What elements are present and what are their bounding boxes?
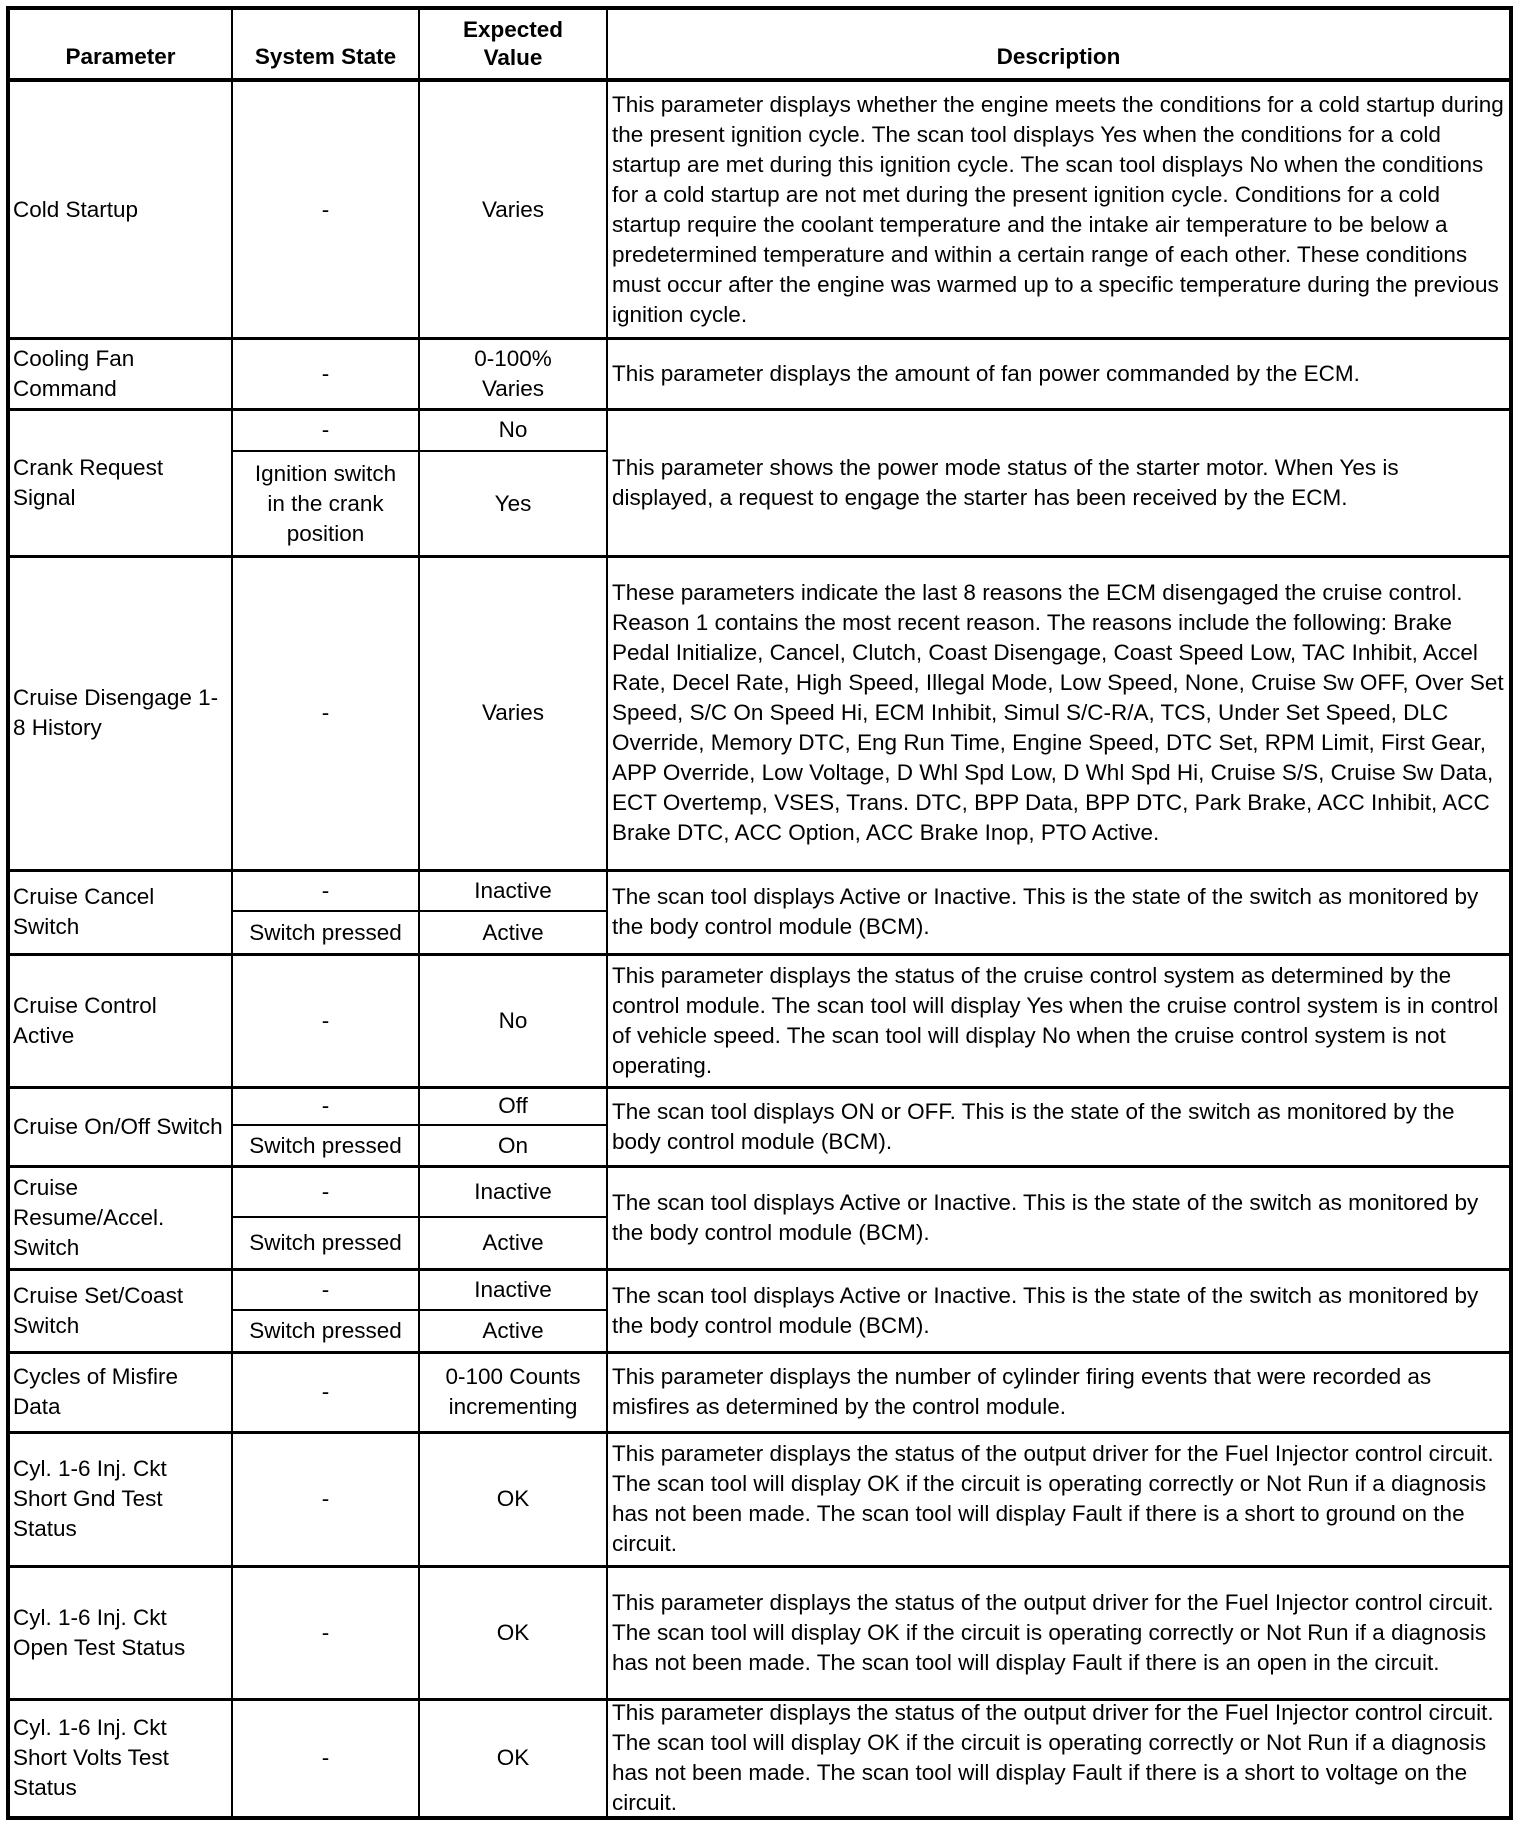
system-state: - <box>321 877 330 903</box>
parameter-name: Cruise Resume/Accel. Switch <box>13 1174 165 1260</box>
expected-value: 0-100% Varies <box>474 345 552 401</box>
system-state: - <box>321 700 330 725</box>
description: This parameter displays the status of the cruise control system as determined by the control module. The scan tool will display Yes when the cruise control system is in control of vehicle speed. The scan tool will display No when the cruise control system is not operating. <box>612 962 1499 1078</box>
parameter-name: Cyl. 1-6 Inj. Ckt Short Volts Test Status <box>13 1714 169 1800</box>
header-expected-value: Expected Value <box>462 17 564 70</box>
expected-value: On <box>497 1132 528 1158</box>
description: This parameter displays the status of the output driver for the Fuel Injector control circuit. The scan tool will display OK if the circuit is operating correctly or Not Run if a diagnosis has not been made. The scan tool will display Fault if there is an open in the circuit. <box>612 1589 1494 1675</box>
system-state: Ignition switch in the crank position <box>254 460 397 546</box>
expected-value: No <box>498 417 528 442</box>
description: This parameter displays the status of the output driver for the Fuel Injector control circuit. The scan tool will display OK if the circuit is operating correctly or Not Run if a diagnosis has not been made. The scan tool will display Fault if there is a short to voltage on the circuit. <box>612 1699 1494 1815</box>
system-state: - <box>321 197 330 222</box>
parameter-name: Cruise Set/Coast Switch <box>13 1282 184 1338</box>
parameter-name: Cyl. 1-6 Inj. Ckt Short Gnd Test Status <box>13 1456 167 1541</box>
description: This parameter displays the number of cylinder firing events that were recorded as misfires as determined by the control module. <box>612 1364 1432 1419</box>
expected-value: Varies <box>481 197 545 222</box>
state-divider <box>233 1216 606 1218</box>
description: The scan tool displays Active or Inactive. This is the state of the switch as monitored by the body control module (BCM). <box>612 1189 1479 1245</box>
description: This parameter displays the status of the output driver for the Fuel Injector control circuit. The scan tool will display OK if the circuit is operating correctly or Not Run if a diagnosis has not been made. The scan tool will display Fault if there is a short to ground on the circuit. <box>612 1441 1494 1556</box>
parameter-table <box>6 6 1513 1820</box>
parameter-name: Cycles of Misfire Data <box>13 1364 179 1419</box>
expected-value: Active <box>482 919 544 945</box>
state-divider <box>233 1124 606 1126</box>
description: The scan tool displays ON or OFF. This is the state of the switch as monitored by the body control module (BCM). <box>612 1098 1455 1154</box>
state-divider <box>233 1309 606 1311</box>
description: These parameters indicate the last 8 reasons the ECM disengaged the cruise control. Reason 1 contains the most recent reason. The reasons include the following: Brake Pedal Initialize, Cancel, Clutch, Coast Disengage, Coast Speed Low, TAC Inhibit, Accel Rate, Decel Rate, High Speed, Illegal Mode, Low Speed, None, Cruise Sw OFF, Over Set Speed, S/C On Speed Hi, ECM Inhibit, Simul S/C-R/A, TCS, Under Set Speed, DLC Override, Memory DTC, Eng Run Time, Engine Speed, DTC Set, RPM Limit, First Gear, APP Override, Low Voltage, D Whl Spd Low, D Whl Spd Hi, Cruise S/S, Cruise Sw Data, ECT Overtemp, VSES, Trans. DTC, BPP Data, BPP DTC, Park Brake, ACC Inhibit, ACC Brake DTC, ACC Option, ACC Brake Inop, PTO Active. <box>612 580 1504 845</box>
expected-value: 0-100 Counts incrementing <box>445 1364 581 1419</box>
header-parameter: Parameter <box>65 44 176 69</box>
expected-value: OK <box>496 1744 530 1770</box>
expected-value: Inactive <box>474 877 552 903</box>
parameter-name: Cyl. 1-6 Inj. Ckt Open Test Status <box>13 1604 186 1660</box>
header-description: Description <box>996 44 1121 69</box>
expected-value: No <box>498 1007 528 1033</box>
parameter-name: Cruise On/Off Switch <box>13 1113 223 1139</box>
description: This parameter displays the amount of fan power commanded by the ECM. <box>612 360 1360 386</box>
header-system-state: System State <box>254 44 397 69</box>
system-state: - <box>321 1486 330 1511</box>
expected-value: OK <box>496 1619 530 1645</box>
expected-value: Inactive <box>474 1276 552 1302</box>
parameter-name: Crank Request Signal <box>13 454 164 510</box>
system-state: - <box>321 1007 330 1033</box>
system-state: Switch pressed <box>249 919 402 945</box>
system-state: Switch pressed <box>249 1132 402 1158</box>
expected-value: Off <box>498 1093 528 1118</box>
expected-value: OK <box>496 1486 530 1511</box>
expected-value: Yes <box>494 490 532 516</box>
state-divider <box>233 450 606 452</box>
system-state: - <box>321 1178 330 1204</box>
expected-value: Active <box>482 1318 544 1343</box>
description: This parameter shows the power mode status of the starter motor. When Yes is displayed, a request to engage the starter has been received by the ECM. <box>612 454 1399 510</box>
parameter-name: Cruise Cancel Switch <box>13 884 155 939</box>
description: The scan tool displays Active or Inactive. This is the state of the switch as monitored by the body control module (BCM). <box>612 1282 1479 1338</box>
system-state: - <box>321 1093 330 1118</box>
expected-value: Varies <box>481 700 545 725</box>
system-state: Switch pressed <box>249 1230 402 1255</box>
parameter-name: Cruise Control Active <box>13 992 157 1048</box>
system-state: - <box>321 417 330 442</box>
system-state: - <box>321 1619 330 1645</box>
system-state: - <box>321 1379 330 1404</box>
expected-value: Inactive <box>474 1178 552 1204</box>
state-divider <box>233 910 606 912</box>
description: The scan tool displays Active or Inactive. This is the state of the switch as monitored by the body control module (BCM). <box>612 884 1479 939</box>
system-state: - <box>321 360 330 386</box>
system-state: - <box>321 1744 330 1770</box>
parameter-name: Cold Startup <box>13 197 139 222</box>
parameter-name: Cooling Fan Command <box>13 345 135 401</box>
system-state: - <box>321 1276 330 1302</box>
system-state: Switch pressed <box>249 1318 402 1343</box>
expected-value: Active <box>482 1230 544 1255</box>
parameter-name: Cruise Disengage 1-8 History <box>13 685 219 740</box>
description: This parameter displays whether the engine meets the conditions for a cold startup during the present ignition cycle. The scan tool displays Yes when the conditions for a cold startup are met during this ignition cycle. The scan tool displays No when the conditions for a cold startup are not met during the present ignition cycle. Conditions for a cold startup require the coolant temperature and the intake air temperature to be below a predetermined temperature and within a certain range of each other. These conditions must occur after the engine was warmed up to a specific temperature during the previous ignition cycle. <box>612 92 1504 327</box>
